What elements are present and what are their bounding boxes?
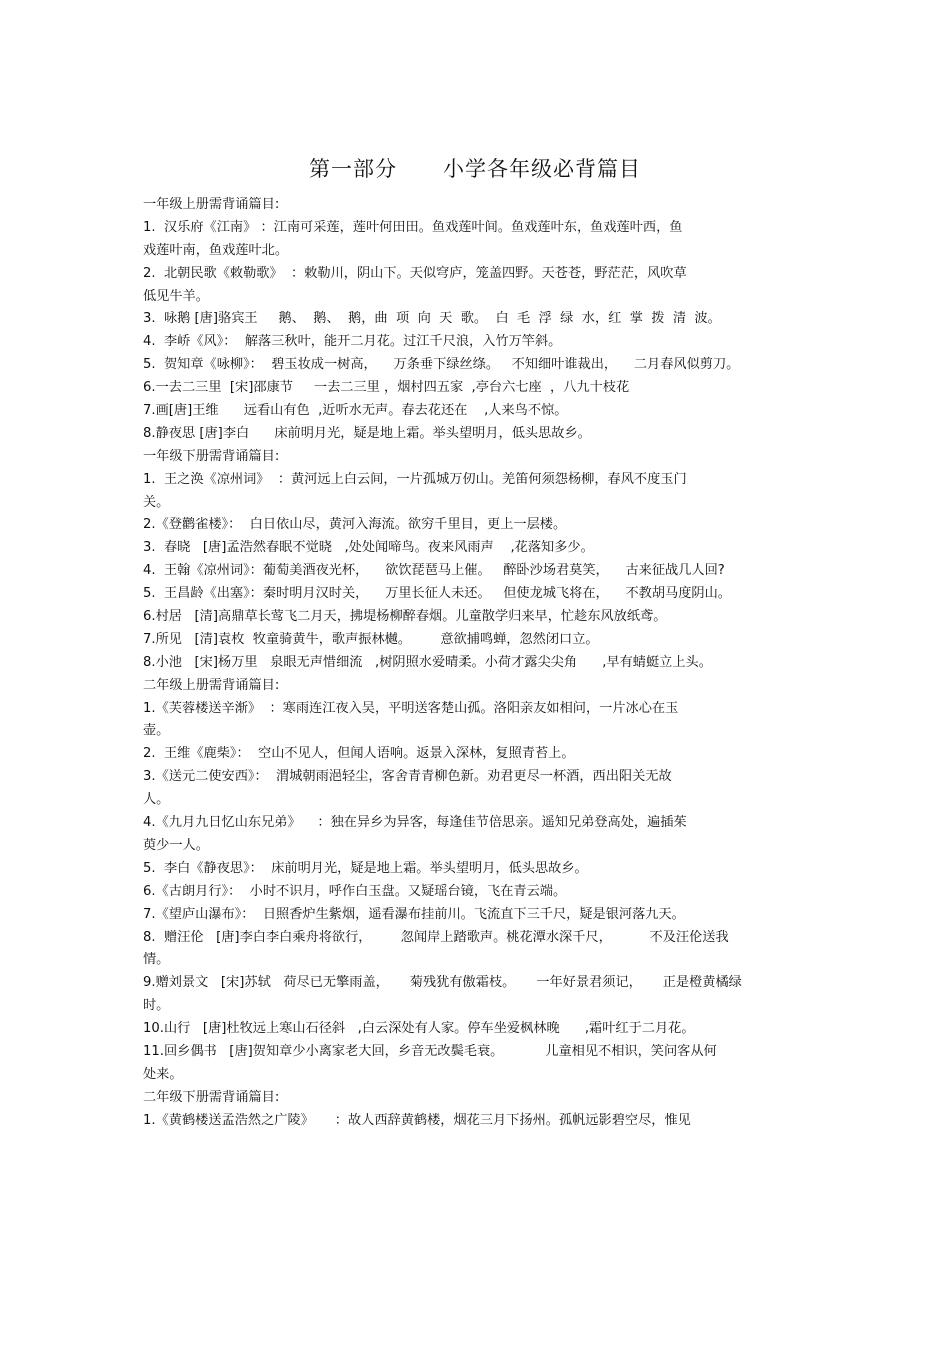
poem-line: 2.《登鹳雀楼》： 白日依山尽，黄河入海流。欲穷千里目，更上一层楼。 — [143, 517, 567, 533]
poem-line-continuation: 情。 — [143, 952, 170, 968]
poem-line-continuation: 人。 — [143, 792, 170, 808]
section-heading: 一年级上册需背诵篇目: — [143, 197, 280, 212]
poem-line: 5. 李白《静夜思》： 床前明月光，疑是地上霜。举头望明月，低头思故乡。 — [143, 860, 588, 876]
poem-line: 4. 王翰《凉州词》：葡萄美酒夜光杯， 欲饮琵琶马上催。 醉卧沙场君莫笑， 古来征战几人回? — [143, 563, 725, 579]
poem-line: 3. 春晓 [唐]孟浩然春眠不觉晓 ,处处闻啼鸟。夜来风雨声 ,花落知多少。 — [143, 540, 594, 556]
poem-line-continuation: 萸少一人。 — [143, 837, 209, 853]
poem-line-continuation: 关。 — [143, 494, 170, 510]
poem-line: 1.《芙蓉楼送辛渐》 ：寒雨连江夜入吴，平明送客楚山孤。洛阳亲友如相问，一片冰心在玉 — [143, 700, 679, 716]
poem-line: 7.所见 [清]袁枚 牧童骑黄牛，歌声振林樾。 意欲捕鸣蝉，忽然闭口立。 — [143, 631, 599, 647]
poem-line: 1. 汉乐府《江南》 ：江南可采莲，莲叶何田田。鱼戏莲叶间。鱼戏莲叶东，鱼戏莲叶西，鱼 — [143, 219, 683, 235]
poem-line: 2. 北朝民歌《敕勒歌》 ：敕勒川，阴山下。天似穹庐，笼盖四野。天苍苍，野茫茫，风吹草 — [143, 265, 687, 281]
poem-line: 8. 赠汪伦 [唐]李白李白乘舟将欲行， 忽闻岸上踏歌声。桃花潭水深千尺， 不及汪伦送我 — [143, 929, 729, 945]
poem-line: 3.《送元二使安西》： 渭城朝雨浥轻尘，客舍青青柳色新。劝君更尽一杯酒，西出阳关无故 — [143, 769, 672, 785]
poem-list — [143, 194, 813, 1133]
poem-line: 6.《古朗月行》： 小时不识月，呼作白玉盘。又疑瑶台镜，飞在青云端。 — [143, 883, 567, 899]
poem-line-continuation: 处来。 — [143, 1066, 183, 1082]
poem-line: 3. 咏鹅 [唐]骆宾王 鹅、 鹅、 鹅，曲 项 向 天 歌。 白 毛 浮 绿 水，红 掌 拨 清 波。 — [143, 311, 721, 327]
poem-line-continuation: 壶。 — [143, 723, 170, 739]
poem-line: 6.一去二三里 [宋]邵康节 一去二三里 ，烟村四五家 ,亭台六七座 ，八九十枝花 — [143, 380, 630, 396]
poem-line-continuation: 时。 — [143, 998, 170, 1014]
poem-line: 9.赠刘景文 [宋]苏轼 荷尽已无擎雨盖， 菊残犹有傲霜枝。 一年好景君须记， 正是橙黄橘绿 — [143, 975, 742, 991]
section-heading: 二年级下册需背诵篇目: — [143, 1089, 280, 1105]
section-heading: 一年级下册需背诵篇目: — [143, 448, 280, 464]
poem-line: 2. 王维《鹿柴》： 空山不见人，但闻人语响。返景入深林，复照青苔上。 — [143, 746, 575, 762]
poem-line-continuation: 低见牛羊。 — [143, 288, 209, 304]
poem-line: 5. 贺知章《咏柳》： 碧玉妆成一树高， 万条垂下绿丝绦。 不知细叶谁裁出， 二月春风似剪刀。 — [143, 357, 740, 373]
poem-line: 4. 李峤《风》： 解落三秋叶，能开二月花。过江千尺浪，入竹万竿斜。 — [143, 334, 562, 350]
poem-line: 6.村居 [清]高鼎草长莺飞二月天，拂堤杨柳醉春烟。儿童散学归来早，忙趁东风放纸鸢。 — [143, 609, 667, 625]
poem-line: 10.山行 [唐]杜牧远上寒山石径斜 ,白云深处有人家。停车坐爱枫林晚 ,霜叶红于二月花。 — [143, 1021, 695, 1037]
poem-line: 11.回乡偶书 [唐]贺知章少小离家老大回，乡音无改鬓毛衰。 儿童相见不相识，笑问客从何 — [143, 1043, 717, 1059]
poem-line: 1. 王之涣《凉州词》 ：黄河远上白云间，一片孤城万仞山。羌笛何须怨杨柳，春风不度玉门 — [143, 471, 687, 487]
poem-line: 1.《黄鹤楼送孟浩然之广陵》 ：故人西辞黄鹤楼，烟花三月下扬州。孤帆远影碧空尽，惟见 — [143, 1112, 691, 1128]
poem-line: 7.画[唐]王维 远看山有色 ,近听水无声。春去花还在 ,人来鸟不惊。 — [143, 403, 568, 419]
section-heading: 二年级上册需背诵篇目: — [143, 677, 280, 693]
poem-line: 7.《望庐山瀑布》： 日照香炉生紫烟，遥看瀑布挂前川。飞流直下三千尺，疑是银河落九天。 — [143, 906, 685, 922]
page-title: 第一部分 小学各年级必背篇目 — [308, 157, 642, 181]
poem-line: 8.静夜思 [唐]李白 床前明月光，疑是地上霜。举头望明月，低头思故乡。 — [143, 425, 591, 441]
poem-line: 4.《九月九日忆山东兄弟》 ：独在异乡为异客，每逢佳节倍思亲。遥知兄弟登高处，遍插茱 — [143, 815, 687, 831]
poem-line-continuation: 戏莲叶南，鱼戏莲叶北。 — [143, 242, 289, 258]
poem-line: 8.小池 [宋]杨万里 泉眼无声惜细流 ,树阴照水爱晴柔。小荷才露尖尖角 ,早有蜻蜓立上头。 — [143, 654, 712, 670]
poem-line: 5. 王昌龄《出塞》：秦时明月汉时关， 万里长征人未还。 但使龙城飞将在， 不教胡马度阴山。 — [143, 586, 731, 602]
